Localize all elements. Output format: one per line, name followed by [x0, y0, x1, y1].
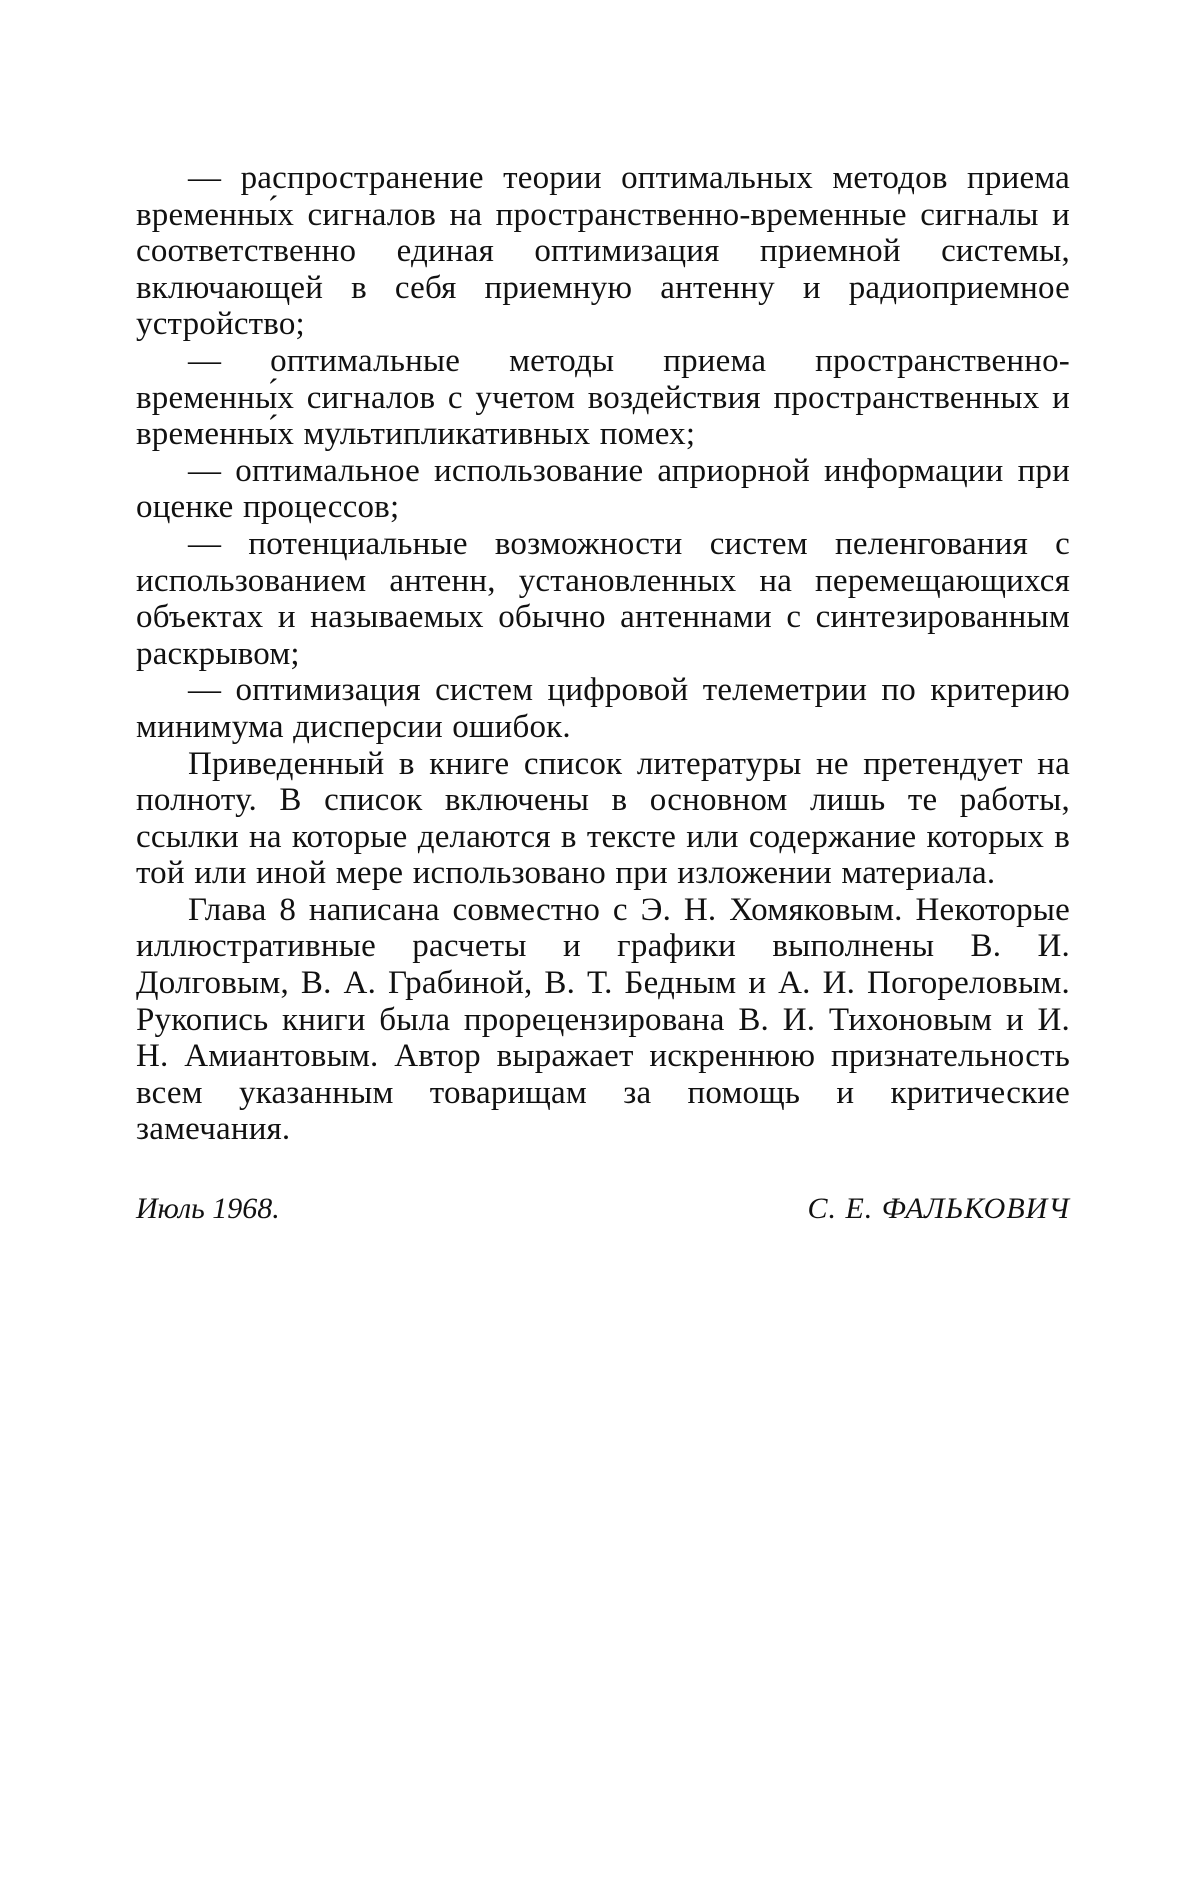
paragraph-bullet-2: — оптимальные методы приема пространственно-временны́х сигналов с учетом воздействия пространственных и временны́х мультипликативных помех;: [136, 342, 1070, 453]
paragraph-bullet-1: — распространение теории оптимальных методов приема временны́х сигналов на пространственно-временные сигналы и соответственно единая оптимизация приемной системы, включающей в себя приемную антенну и радиоприемное устройство;: [136, 160, 1070, 343]
document-page: [136, 160, 1070, 1226]
paragraph-acknowledgements: Глава 8 написана совместно с Э. Н. Хомяковым. Некоторые иллюстративные расчеты и графики выполнены В. И. Долговым, В. А. Грабиной, В. Т. Бедным и А. И. Погореловым. Рукопись книги была прорецензирована В. И. Тихоновым и И. Н. Амиантовым. Автор выражает искреннюю признательность всем указанным товарищам за помощь и критические замечания.: [136, 891, 1070, 1148]
signature-row: [136, 1192, 1070, 1226]
signature-date: Июль 1968.: [136, 1192, 280, 1226]
paragraph-bullet-3: — оптимальное использование априорной информации при оценке процессов;: [136, 452, 1070, 526]
paragraph-bullet-4: — потенциальные возможности систем пеленгования с использованием антенн, установленных на перемещающихся объектах и называемых обычно антеннами с синтезированным раскрывом;: [136, 525, 1070, 672]
paragraph-references: Приведенный в книге список литературы не претендует на полноту. В список включены в основном лишь те работы, ссылки на которые делаются в тексте или содержание которых в той или иной мере использовано при изложении материала.: [136, 745, 1070, 892]
signature-author: С. Е. ФАЛЬКОВИЧ: [807, 1192, 1070, 1226]
paragraph-bullet-5: — оптимизация систем цифровой телеметрии по критерию минимума дисперсии ошибок.: [136, 672, 1070, 745]
